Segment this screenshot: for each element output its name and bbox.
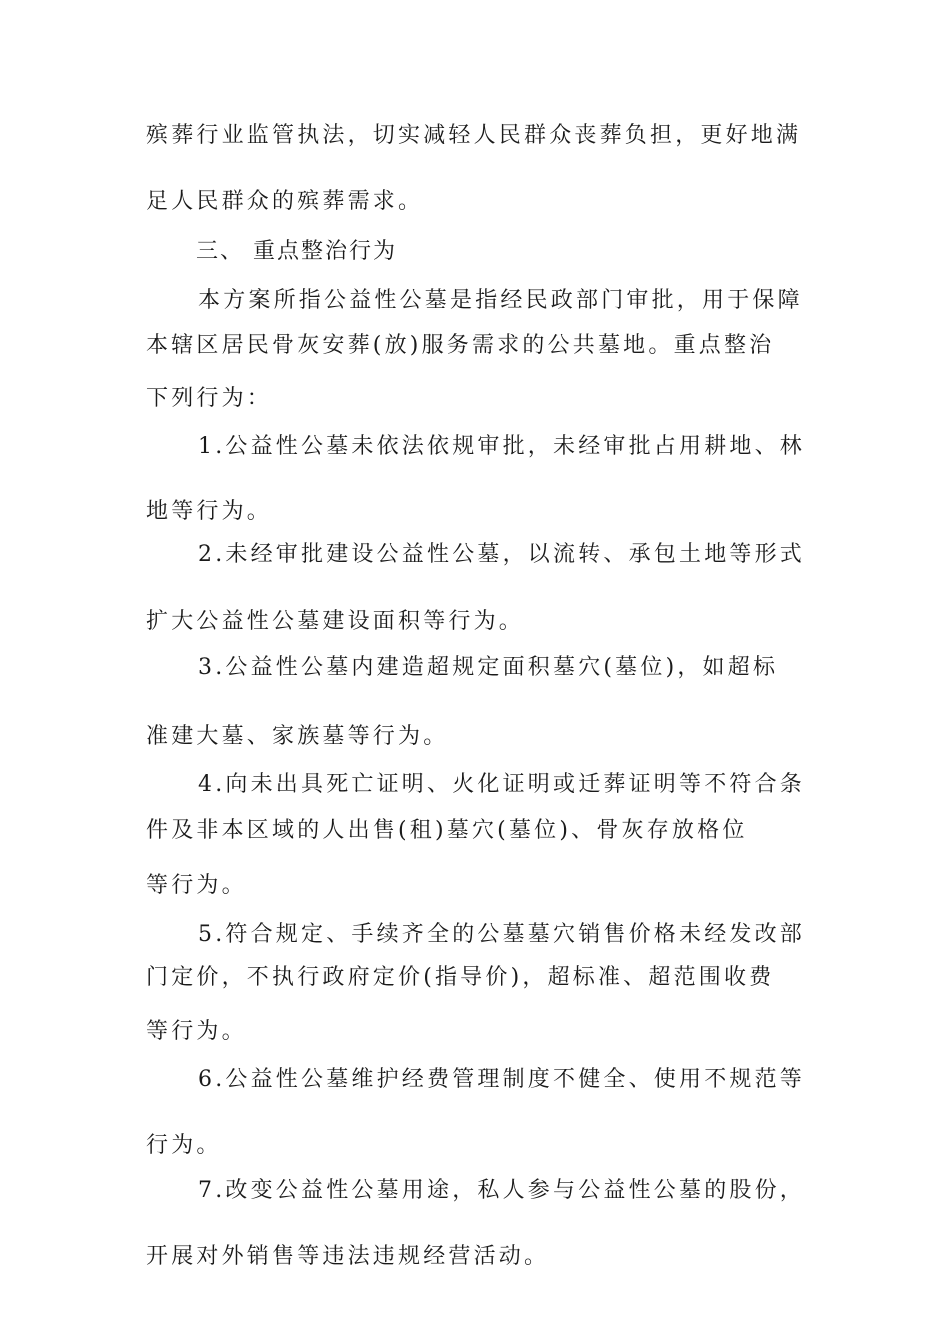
- paragraph-line: 殡葬行业监管执法，切实减轻人民群众丧葬负担，更好地满: [146, 123, 802, 148]
- list-item-3: 3.公益性公墓内建造超规定面积墓穴(墓位)，如超标: [198, 655, 779, 680]
- list-item-4: 4.向未出具死亡证明、火化证明或迁葬证明等不符合条: [198, 772, 805, 797]
- paragraph-line: 扩大公益性公墓建设面积等行为。: [146, 609, 525, 634]
- list-item-7: 7.改变公益性公墓用途，私人参与公益性公墓的股份，: [198, 1178, 805, 1203]
- paragraph-line: 下列行为：: [146, 386, 273, 411]
- paragraph-line: 行为。: [146, 1133, 222, 1158]
- list-item-2: 2.未经审批建设公益性公墓，以流转、承包土地等形式: [198, 542, 805, 567]
- list-item-6: 6.公益性公墓维护经费管理制度不健全、使用不规范等: [198, 1067, 805, 1092]
- paragraph-line: 件及非本区域的人出售(租)墓穴(墓位)、骨灰存放格位: [146, 818, 748, 843]
- paragraph-line: 准建大墓、家族墓等行为。: [146, 724, 449, 749]
- paragraph-line: 开展对外销售等违法违规经营活动。: [146, 1244, 550, 1269]
- paragraph-line: 本方案所指公益性公墓是指经民政部门审批，用于保障: [198, 288, 803, 313]
- paragraph-line: 门定价，不执行政府定价(指导价)，超标准、超范围收费: [146, 965, 775, 990]
- paragraph-line: 等行为。: [146, 873, 247, 898]
- paragraph-line: 足人民群众的殡葬需求。: [146, 189, 424, 214]
- paragraph-line: 本辖区居民骨灰安葬(放)服务需求的公共墓地。重点整治: [146, 333, 775, 358]
- list-item-1: 1.公益性公墓未依法依规审批，未经审批占用耕地、林: [198, 434, 805, 459]
- paragraph-line: 地等行为。: [146, 499, 273, 524]
- paragraph-line: 等行为。: [146, 1019, 247, 1044]
- list-item-5: 5.符合规定、手续齐全的公墓墓穴销售价格未经发改部: [198, 922, 805, 947]
- section-heading: 三、 重点整治行为: [196, 239, 397, 264]
